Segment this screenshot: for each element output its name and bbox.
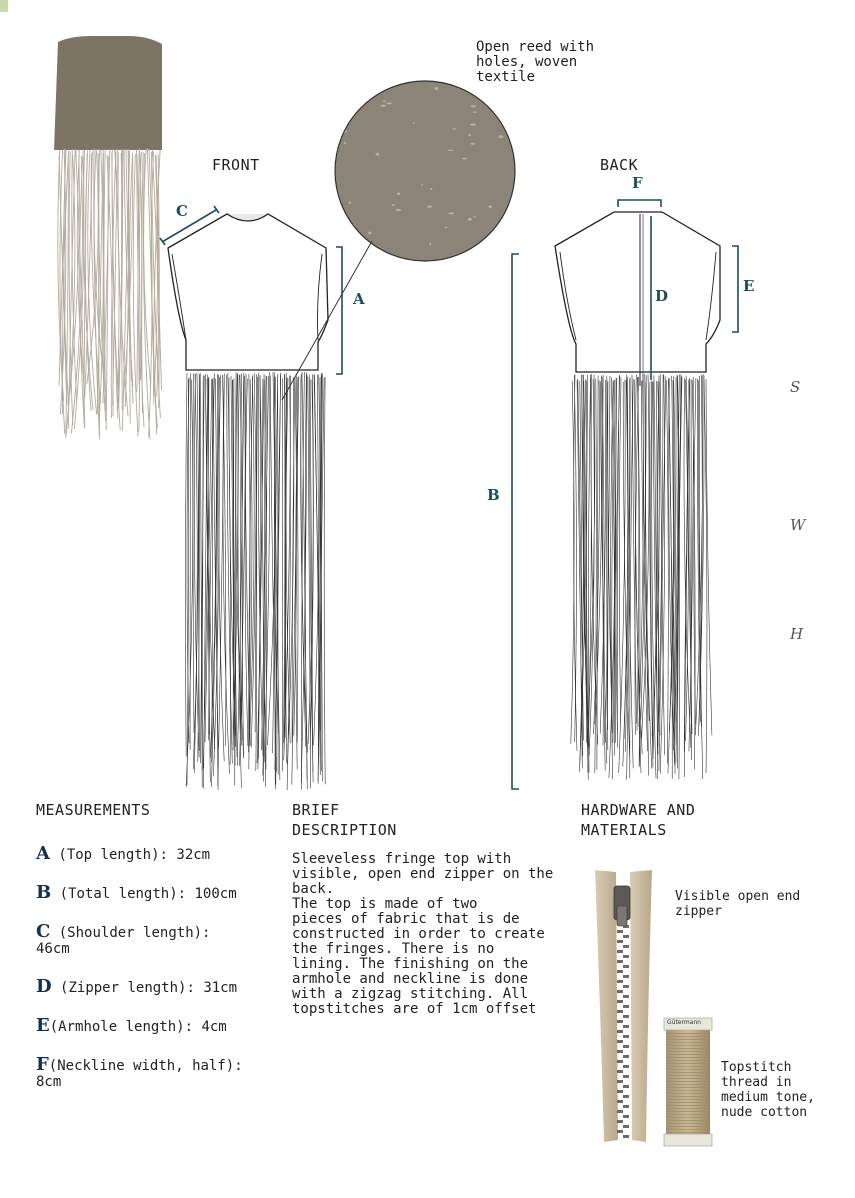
measurement-item [36,921,286,957]
measurements-heading: MEASUREMENTS [36,801,151,819]
measurement-item [36,843,286,864]
description-line: visible, open end zipper on the [292,866,554,882]
callout-b: B [487,486,500,504]
weave-hole [421,184,423,185]
weave-hole [344,142,347,144]
zipper-tooth [623,1075,629,1078]
weave-hole [397,192,401,195]
weave-hole [507,225,511,227]
zipper-tooth [623,1115,629,1118]
zipper-tooth [623,1015,629,1018]
fringe-strand [597,376,598,770]
weave-hole [488,206,492,208]
measurement-text: (Neckline width, half): [48,1058,243,1074]
zipper-tooth [617,990,623,993]
measurement-letter: F [36,1054,49,1075]
zipper-tooth [617,1000,623,1003]
weave-hole [427,206,432,208]
weave-hole [499,112,501,114]
zipper-tooth [623,945,629,948]
measurements-list [36,843,286,1090]
weave-hole [392,204,395,206]
fringe-strand [200,375,202,787]
weave-hole [349,202,352,204]
weave-hole [497,105,502,108]
zipper-tooth [617,1080,623,1083]
photo-fringe-strand [99,149,100,437]
weave-hole [381,105,386,107]
fabric-note-line: holes, woven [476,54,578,70]
zipper-tooth [617,980,623,983]
hardware-heading-line: MATERIALS [581,821,667,839]
zipper-tooth [623,995,629,998]
weave-hole [470,123,476,125]
fringe-strand [619,380,626,773]
weave-hole [430,188,432,190]
weave-hole [395,209,401,211]
zipper-tooth [623,1045,629,1048]
fabric-note [476,40,594,85]
fringe-strand [193,374,194,733]
description-heading [292,800,397,840]
description-heading-line: DESCRIPTION [292,821,397,839]
zipper-tooth [617,950,623,953]
zipper-tooth [617,1060,623,1063]
measurement-letter: E [36,1015,50,1036]
zipper-tooth [617,1090,623,1093]
thread-caption-line: thread in [721,1075,792,1090]
zipper-swatch [595,870,652,1142]
weave-hole [498,135,503,138]
measurement-text: (Shoulder length): [50,925,211,941]
fringe-strand [187,377,189,743]
callout-c: C [176,202,188,220]
size-mark: H [790,625,804,643]
measurement-text-cont: 46cm [36,941,70,957]
zipper-tooth [623,955,629,958]
description-line: The top is made of two [292,896,478,912]
zipper-tooth [623,1085,629,1088]
zipper-tooth [623,975,629,978]
zipper-tooth [617,1120,623,1123]
hardware-heading-line: HARDWARE AND [581,801,696,819]
fabric-note-line: textile [476,69,536,85]
zipper-tooth [623,935,629,938]
weave-hole [448,212,454,214]
weave-hole [352,227,354,229]
description-line: with a zigzag stitching. All [292,986,529,1002]
zipper-tooth [623,1095,629,1098]
measurement-letter: B [36,882,52,903]
zipper-tooth [623,985,629,988]
callout-e: E [743,277,755,295]
zipper-tooth [617,1130,623,1133]
callout-d: D [655,287,669,305]
zipper-tooth [617,1110,623,1113]
measurement-item [36,1015,286,1036]
weave-hole [473,216,476,218]
zipper-tooth [623,1105,629,1108]
weave-hole [452,128,456,130]
zipper-tooth [617,930,623,933]
fringe-strand [588,375,590,773]
measurement-text: (Total length): 100cm [51,886,237,902]
zipper-tooth [623,1025,629,1028]
fringe-strand [619,378,621,723]
zipper-tooth [623,965,629,968]
weave-hole [471,143,475,145]
measurement-text: (Top length): 32cm [49,847,211,863]
back-flat [555,212,720,386]
photo-fringe-strand [144,149,151,385]
zipper-tooth [617,940,623,943]
zipper-tooth [623,1055,629,1058]
weave-hole [448,150,454,151]
description-line: constructed in order to create [292,926,545,942]
zipper-tooth [623,1135,629,1138]
description-line: lining. The finishing on the [292,956,529,972]
callout-f: F [632,174,643,192]
description-line: pieces of fabric that is de [292,911,520,927]
measurement-letter: D [36,976,52,997]
weave-hole [368,232,371,235]
weave-hole [471,105,477,107]
front-view-label: FRONT [212,156,260,174]
weave-hole [468,134,471,136]
zipper-tooth [617,1040,623,1043]
thread-spool [664,1018,712,1146]
thread-caption [721,1060,815,1120]
thread-caption-line: nude cotton [721,1105,808,1120]
zipper-caption-line: zipper [675,904,722,919]
measurement-text: (Armhole length): 4cm [49,1019,227,1035]
measurement-item [36,976,286,997]
zipper-tooth [623,1125,629,1128]
back-view-label: BACK [600,156,639,174]
callout-a: A [353,290,365,308]
zipper-tooth [617,960,623,963]
measurement-text: (Zipper length): 31cm [51,980,238,996]
weave-hole [445,227,447,228]
description-line: Sleeveless fringe top with [292,851,512,867]
weave-hole [495,243,500,246]
measurement-item [36,1054,286,1090]
weave-hole [413,122,415,124]
description-text [292,852,582,1017]
zipper-tooth [617,1010,623,1013]
weave-hole [376,153,380,156]
zipper-tooth [623,1065,629,1068]
description-line: back. [292,881,335,897]
zipper-caption [675,889,800,919]
fringe-strand [667,380,669,763]
weave-hole [473,112,477,113]
weave-hole [386,102,392,104]
fringe-strand [324,377,325,785]
size-mark: W [790,516,806,534]
fabric-note-line: Open reed with [476,39,595,55]
zipper-tooth [617,970,623,973]
garment-photo [54,36,162,440]
weave-hole [429,243,431,246]
zipper-tooth [617,1050,623,1053]
weave-hole [462,158,467,160]
zipper-tooth [617,1020,623,1023]
weave-hole [383,101,387,103]
weave-hole [351,239,357,241]
hardware-heading [581,800,695,840]
measurement-text-cont: 8cm [36,1074,62,1090]
weave-hole [468,218,472,221]
size-mark: S [790,378,801,396]
zipper-tooth [623,1005,629,1008]
measurement-item [36,882,286,903]
front-flat [168,214,328,370]
description-heading-line: BRIEF [292,801,340,819]
corner-swatch [0,0,8,12]
thread-brand-label: Gütermann [667,1019,701,1026]
zipper-tooth [623,1035,629,1038]
description-line: armhole and neckline is done [292,971,529,987]
zipper-tooth [617,1030,623,1033]
zipper-tooth [617,1070,623,1073]
weave-hole [435,87,439,90]
measurement-letter: C [36,921,51,942]
fringe-strand [669,381,673,779]
zipper-caption-line: Visible open end [675,889,801,904]
measurement-letter: A [36,843,50,864]
front-fringe [185,372,325,790]
thread-caption-line: Topstitch [721,1060,792,1075]
zipper-tooth [617,1100,623,1103]
thread-caption-line: medium tone, [721,1090,815,1105]
back-fringe [571,374,712,780]
description-line: the fringes. There is no [292,941,495,957]
description-line: topstitches are of 1cm offset [292,1001,537,1017]
